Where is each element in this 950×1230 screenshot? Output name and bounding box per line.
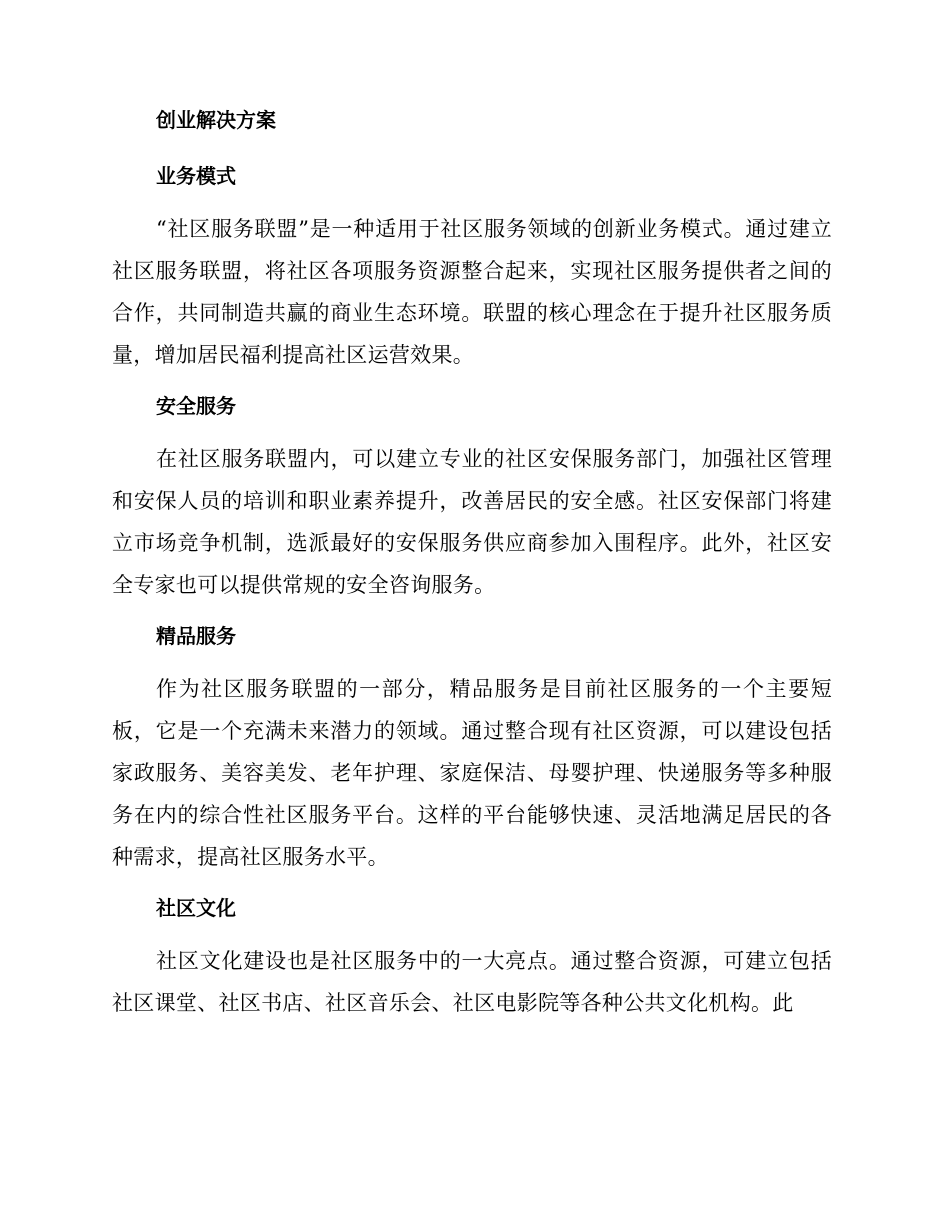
section-heading-security-service: 安全服务 [156, 394, 236, 418]
document-title: 创业解决方案 [156, 108, 276, 132]
section-heading-business-model: 业务模式 [156, 164, 236, 188]
section-body-security-service: 在社区服务联盟内，可以建立专业的社区安保服务部门，加强社区管理和安保人员的培训和职业素养提升，改善居民的安全感。社区安保部门将建立市场竞争机制，选派最好的安保服务供应商参加入围程序。此外，社区安全专家也可以提供常规的安全咨询服务。 [112, 447, 832, 597]
document-page [112, 106, 832, 1024]
section-body-business-model: “社区服务联盟”是一种适用于社区服务领域的创新业务模式。通过建立社区服务联盟，将社区各项服务资源整合起来，实现社区服务提供者之间的合作，共同制造共赢的商业生态环境。联盟的核心理念在于提升社区服务质量，增加居民福利提高社区运营效果。 [112, 217, 832, 367]
section-heading-community-culture: 社区文化 [156, 896, 236, 920]
section-heading-premium-service: 精品服务 [156, 624, 236, 648]
section-body-premium-service: 作为社区服务联盟的一部分，精品服务是目前社区服务的一个主要短板，它是一个充满未来潜力的领域。通过整合现有社区资源，可以建设包括家政服务、美容美发、老年护理、家庭保洁、母婴护理、快递服务等多种服务在内的综合性社区服务平台。这样的平台能够快速、灵活地满足居民的各种需求，提高社区服务水平。 [112, 677, 832, 869]
section-body-community-culture: 社区文化建设也是社区服务中的一大亮点。通过整合资源，可建立包括社区课堂、社区书店、社区音乐会、社区电影院等各种公共文化机构。此 [112, 949, 832, 1015]
